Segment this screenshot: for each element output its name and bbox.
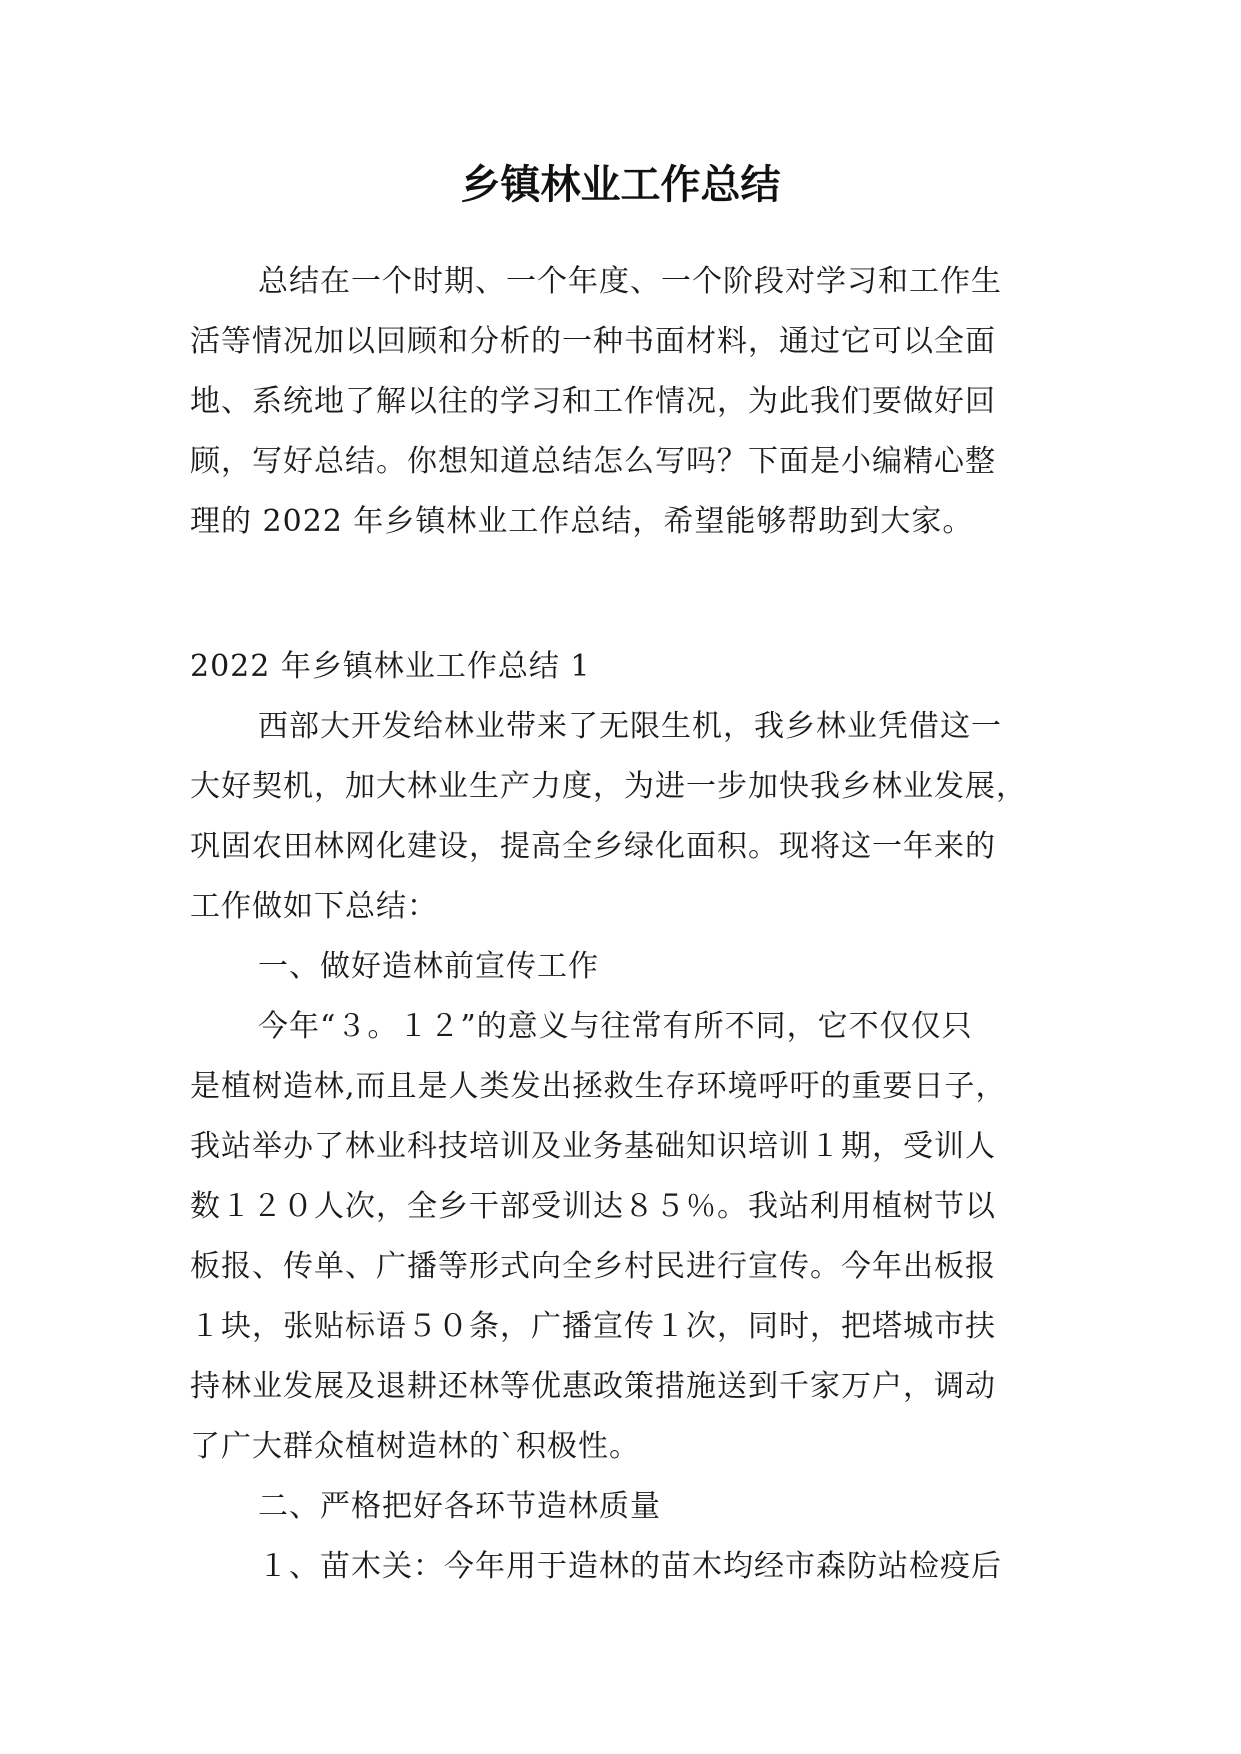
body-line: 了广大群众植树造林的`积极性。 [190, 1429, 640, 1464]
body-line: 西部大开发给林业带来了无限生机，我乡林业凭借这一 [258, 709, 1002, 744]
body-line: 是植树造林,而且是人类发出拯救生存环境呼吁的重要日子， [190, 1069, 1007, 1104]
body-line: 持林业发展及退耕还林等优惠政策措施送到千家万户，调动 [190, 1369, 996, 1404]
body-line: 数１２０人次，全乡干部受训达８５％。我站利用植树节以 [190, 1189, 996, 1224]
body-text [190, 697, 1048, 1597]
body-line: 工作做如下总结： [190, 889, 438, 924]
intro-line: 顾，写好总结。你想知道总结怎么写吗？下面是小编精心整 [190, 444, 996, 479]
intro-line: 活等情况加以回顾和分析的一种书面材料，通过它可以全面 [190, 324, 996, 359]
body-line: 今年“３。１２”的意义与往常有所不同，它不仅仅只 [258, 1009, 973, 1044]
intro-paragraph [190, 252, 1048, 552]
body-line: １、苗木关：今年用于造林的苗木均经市森防站检疫后 [258, 1549, 1002, 1584]
subsection-heading-2: 二、严格把好各环节造林质量 [258, 1489, 661, 1524]
body-line: 大好契机，加大林业生产力度，为进一步加快我乡林业发展， [190, 769, 1027, 804]
body-line: １块，张贴标语５０条，广播宣传１次，同时，把塔城市扶 [190, 1309, 996, 1344]
body-line: 我站举办了林业科技培训及业务基础知识培训１期，受训人 [190, 1129, 996, 1164]
section-heading: 2022 年乡镇林业工作总结 1 [190, 649, 591, 684]
document-title: 乡镇林业工作总结 [460, 162, 781, 208]
body-line: 板报、传单、广播等形式向全乡村民进行宣传。今年出板报 [190, 1249, 996, 1284]
intro-line: 理的 2022 年乡镇林业工作总结，希望能够帮助到大家。 [190, 504, 974, 539]
intro-line: 总结在一个时期、一个年度、一个阶段对学习和工作生 [258, 264, 1002, 299]
subsection-heading-1: 一、做好造林前宣传工作 [258, 949, 599, 984]
intro-line: 地、系统地了解以往的学习和工作情况，为此我们要做好回 [190, 384, 996, 419]
body-line: 巩固农田林网化建设，提高全乡绿化面积。现将这一年来的 [190, 829, 996, 864]
